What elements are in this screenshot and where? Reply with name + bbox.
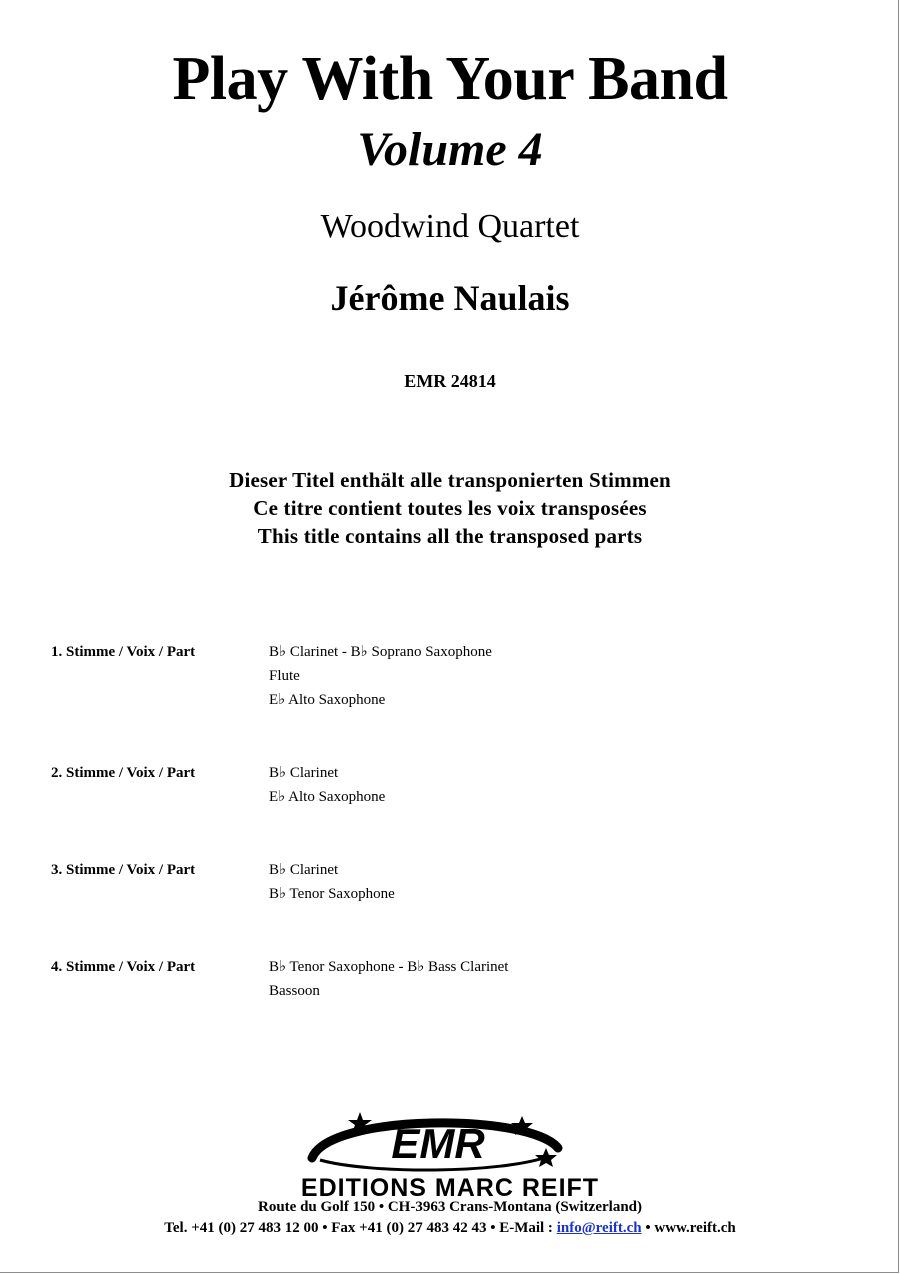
part-instruments	[269, 761, 385, 858]
notice-german: Dieser Titel enthält alle transponierten Stimmen	[229, 468, 671, 492]
part-instruments	[269, 858, 395, 955]
notice-french: Ce titre contient toutes les voix transposées	[253, 496, 647, 520]
notice-english: This title contains all the transposed parts	[257, 524, 643, 548]
volume-title: Volume 4	[357, 123, 543, 176]
part-label: 2. Stimme / Voix / Part	[51, 765, 196, 781]
publisher-name: EDITIONS MARC REIFT	[300, 1174, 600, 1202]
part-label: 1. Stimme / Voix / Part	[51, 644, 196, 660]
parts-list	[51, 640, 851, 1015]
catalog-number: EMR 24814	[404, 371, 496, 391]
part-label: 3. Stimme / Voix / Part	[51, 862, 196, 878]
contact-website: • www.reift.ch	[641, 1220, 736, 1236]
instrument: B♭ Tenor Saxophone	[269, 886, 395, 902]
publisher-contact	[0, 1221, 900, 1236]
instrument: B♭ Clarinet	[269, 765, 339, 781]
logo-text: EMR	[391, 1120, 485, 1167]
title: Play With Your Band	[172, 45, 728, 113]
instrument: B♭ Tenor Saxophone - B♭ Bass Clarinet	[269, 959, 509, 975]
instrument: E♭ Alto Saxophone	[269, 789, 386, 805]
emr-logo	[300, 1108, 570, 1178]
part-row	[51, 640, 851, 761]
part-instruments	[269, 640, 492, 761]
email-link[interactable]: info@reift.ch	[556, 1220, 642, 1236]
star-icon	[535, 1148, 557, 1167]
instrument: Bassoon	[269, 983, 320, 999]
contact-phone-fax: Tel. +41 (0) 27 483 12 00 • Fax +41 (0) 27 483 42 43 • E-Mail :	[164, 1220, 557, 1236]
instrument: B♭ Clarinet - B♭ Soprano Saxophone	[269, 644, 492, 660]
instrument: Flute	[269, 668, 300, 684]
publisher-address: Route du Golf 150 • CH-3963 Crans-Montana (Switzerland)	[258, 1199, 642, 1215]
instrument: B♭ Clarinet	[269, 862, 339, 878]
transposed-parts-notice	[0, 466, 900, 550]
part-row	[51, 761, 851, 858]
part-label: 4. Stimme / Voix / Part	[51, 959, 196, 975]
ensemble-subtitle: Woodwind Quartet	[320, 208, 580, 245]
part-row	[51, 955, 851, 1015]
part-row	[51, 858, 851, 955]
composer-name: Jérôme Naulais	[330, 278, 570, 318]
instrument: E♭ Alto Saxophone	[269, 692, 386, 708]
part-instruments	[269, 955, 508, 1015]
